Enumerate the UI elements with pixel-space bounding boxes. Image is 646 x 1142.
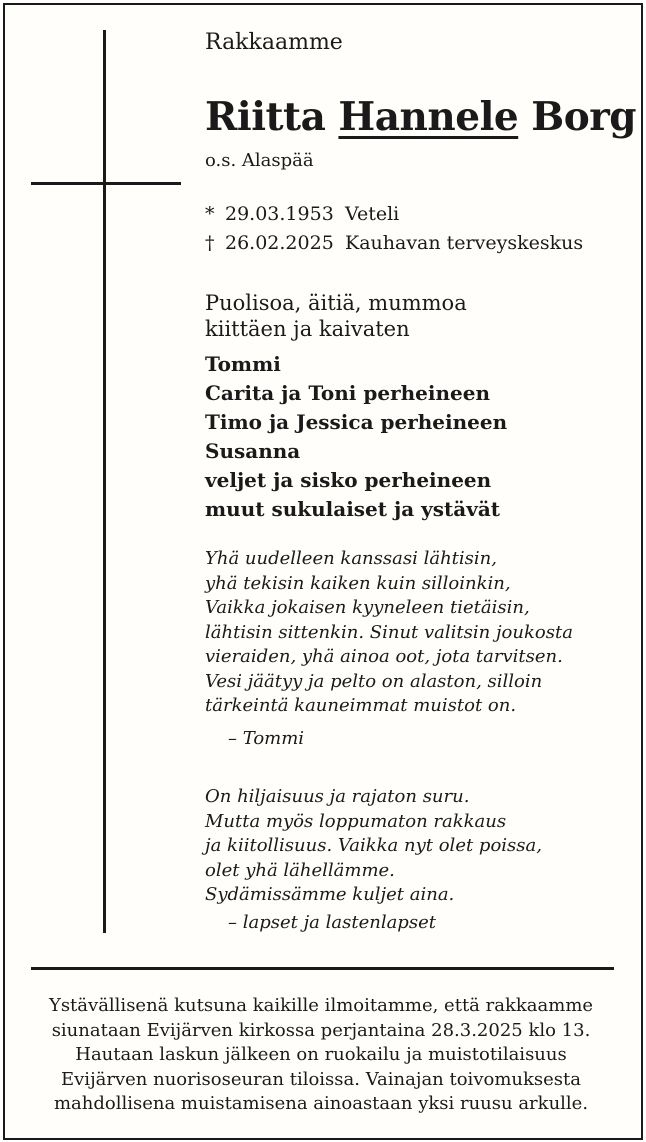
cross-horizontal-bar <box>31 182 181 185</box>
poem-second-signature: – lapset ja lastenlapset <box>228 912 436 933</box>
mourner-item: Susanna <box>205 439 301 463</box>
death-place: Kauhavan terveyskeskus <box>345 232 584 254</box>
mourner-item: Tommi <box>205 352 281 376</box>
cross-vertical-bar <box>103 30 106 933</box>
poem-line: Mutta myös loppumaton rakkaus <box>205 810 507 832</box>
mourner-item: veljet ja sisko perheineen <box>205 468 492 492</box>
separator-line <box>31 967 614 970</box>
thanks-text <box>205 290 467 342</box>
birth-line <box>205 203 399 225</box>
last-name: Borg <box>531 94 637 140</box>
middle-name: Hannele <box>338 94 519 140</box>
poem-line: Vesi jäätyy ja pelto on alaston, silloin <box>205 670 543 692</box>
poem-line: On hiljaisuus ja rajaton suru. <box>205 786 470 807</box>
poem-line: Sydämissämme kuljet aina. <box>205 884 455 905</box>
poem-line: lähtisin sittenkin. Sinut valitsin joukosta <box>205 621 573 643</box>
mourner-item: Timo ja Jessica perheineen <box>205 410 508 434</box>
poem-line: ja kiitollisuus. Vaikka nyt olet poissa, <box>205 835 542 856</box>
notice-line: Hautaan laskun jälkeen on ruokailu ja muistotilaisuus <box>75 1044 567 1065</box>
intro-text: Rakkaamme <box>205 30 343 55</box>
maiden-name: o.s. Alaspää <box>205 150 314 171</box>
poem-second <box>205 785 542 908</box>
thanks-line: Puolisoa, äitiä, mummoa <box>205 291 467 315</box>
notice-line: Evijärven nuorisoseuran tiloissa. Vainajan toivomuksesta <box>61 1068 581 1090</box>
mourners-list <box>205 350 507 524</box>
thanks-line: kiittäen ja kaivaten <box>205 317 410 341</box>
cross-icon: † <box>205 232 215 254</box>
deceased-name <box>205 94 636 140</box>
poem-line: tärkeintä kauneimmat muistot on. <box>205 695 517 716</box>
birth-date: 29.03.1953 <box>225 203 334 225</box>
poem-line: yhä tekisin kaiken kuin silloinkin, <box>205 572 511 594</box>
poem-line: Yhä uudelleen kanssasi lähtisin, <box>205 548 497 569</box>
funeral-notice <box>10 994 632 1117</box>
first-name: Riitta <box>205 94 326 140</box>
death-date: 26.02.2025 <box>225 232 334 254</box>
mourner-item: muut sukulaiset ja ystävät <box>205 497 501 521</box>
death-line <box>205 232 583 254</box>
notice-line: mahdollisena muistamisena ainoastaan yksi ruusu arkulle. <box>53 1093 589 1114</box>
poem-first <box>205 547 573 719</box>
notice-line: siunataan Evijärven kirkossa perjantaina 28.3.2025 klo 13. <box>51 1019 591 1041</box>
poem-line: Vaikka jokaisen kyyneleen tietäisin, <box>205 597 530 618</box>
poem-line: olet yhä lähellämme. <box>205 859 395 881</box>
mourner-item: Carita ja Toni perheineen <box>205 381 490 405</box>
notice-line: Ystävällisenä kutsuna kaikille ilmoitamme, että rakkaamme <box>48 995 594 1016</box>
poem-line: vieraiden, yhä ainoa oot, jota tarvitsen. <box>205 646 563 667</box>
poem-first-signature: – Tommi <box>228 728 305 749</box>
star-icon: * <box>205 203 215 225</box>
birth-place: Veteli <box>345 203 400 225</box>
